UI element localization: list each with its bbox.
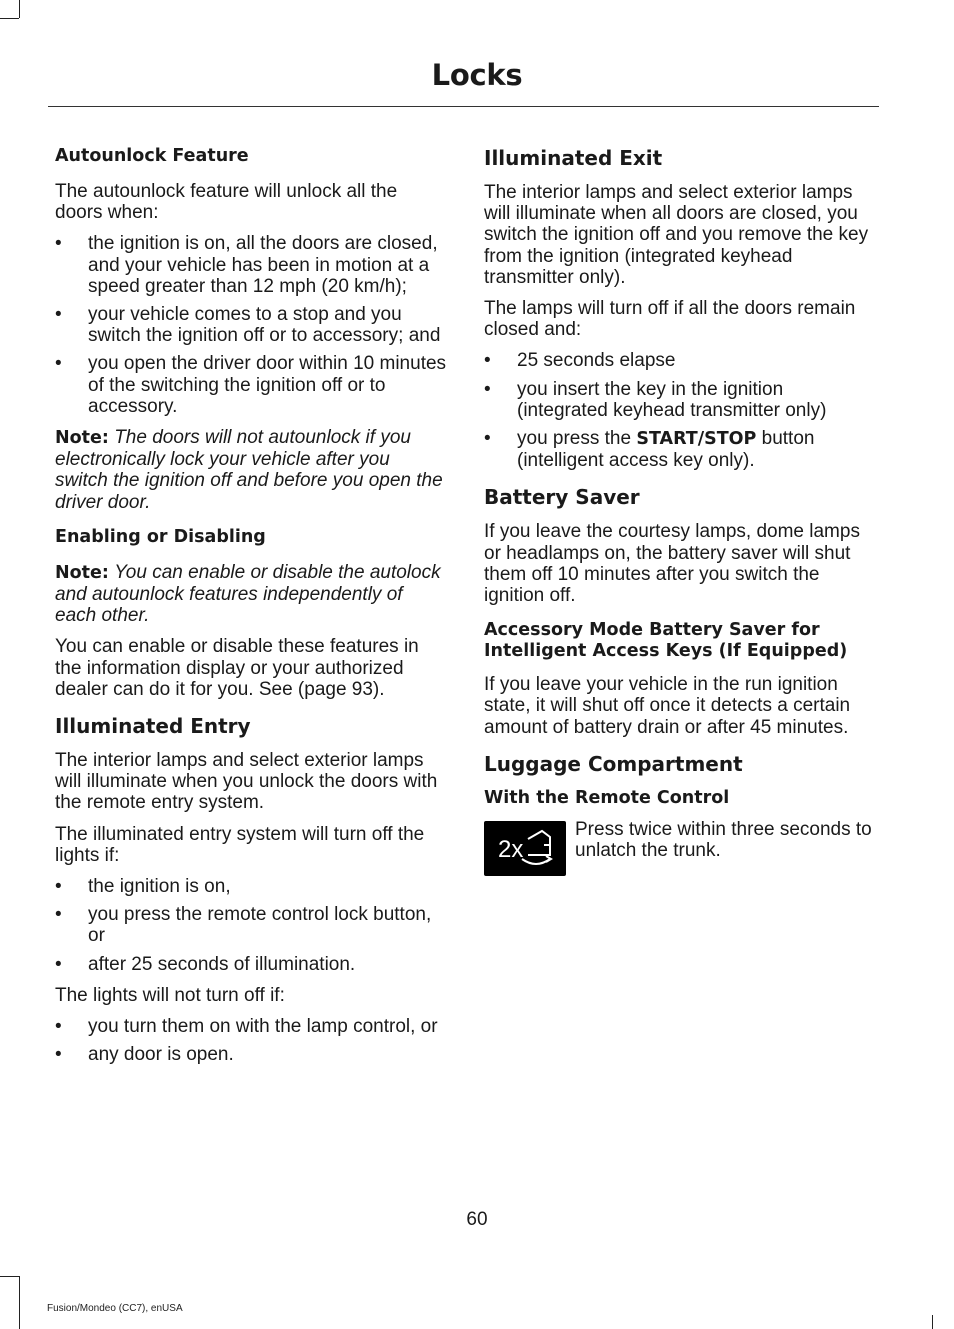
autounlock-note: Note: The doors will not autounlock if you electronically lock your vehicle after you switch the ignition off and before you open the driver door.: [55, 427, 443, 513]
battery-heading: Battery Saver: [484, 485, 640, 510]
list-item: • 25 seconds elapse: [484, 350, 676, 372]
bullet: •: [55, 953, 62, 975]
autounlock-list: [55, 233, 447, 417]
entry-list-1: [55, 876, 447, 975]
bullet: •: [484, 350, 491, 372]
list-item: • your vehicle comes to a stop and you switch the ignition off or to accessory; and: [55, 304, 441, 347]
bullet: •: [55, 904, 62, 926]
enabling-note: Note: You can enable or disable the autolock and autounlock features independently of each other.: [55, 561, 441, 627]
trunk-text: Press twice within three seconds to unlatch the trunk.: [575, 818, 872, 862]
bullet: •: [484, 428, 491, 450]
bullet: •: [55, 876, 62, 898]
autounlock-heading: Autounlock Feature: [55, 146, 249, 166]
list-item: • you insert the key in the ignition (integrated keyhead transmitter only): [484, 378, 827, 421]
list-item: • you turn them on with the lamp control, or: [55, 1016, 438, 1038]
enabling-text: You can enable or disable these features in the information display or your authorized dealer can do it for you. See (page 93).: [55, 636, 419, 700]
battery-paragraph: If you leave the courtesy lamps, dome lamps or headlamps on, the battery saver will shut them off 10 minutes after you switch the ignition off.: [484, 521, 860, 607]
crop-mark: [932, 1315, 933, 1329]
list-item: • the ignition is on,: [55, 876, 231, 898]
entry-paragraph-1: The interior lamps and select exterior lamps will illuminate when you unlock the doors with the remote entry system.: [55, 750, 438, 814]
page-number: 60: [466, 1209, 488, 1230]
document-id: Fusion/Mondeo (CC7), enUSA: [47, 1303, 183, 1314]
trunk-release-icon: [484, 821, 566, 876]
enabling-heading: Enabling or Disabling: [55, 526, 266, 547]
list-item: • after 25 seconds of illumination.: [55, 953, 356, 975]
bullet: •: [55, 233, 62, 255]
exit-heading: Illuminated Exit: [484, 146, 663, 170]
bullet: •: [55, 1044, 62, 1066]
right-column: [484, 146, 876, 876]
list-item: • any door is open.: [55, 1044, 234, 1066]
bullet: •: [55, 353, 62, 375]
left-column: [55, 146, 447, 1076]
accessory-paragraph: If you leave your vehicle in the run ignition state, it will shut off once it detects a certain amount of battery drain or after 45 minutes.: [484, 674, 851, 738]
exit-paragraph-2: The lamps will turn off if all the doors remain closed and:: [484, 298, 856, 341]
remote-heading: With the Remote Control: [484, 787, 730, 808]
crop-mark: [0, 1276, 19, 1277]
crop-mark: [19, 1276, 20, 1329]
crop-mark: [0, 18, 19, 19]
entry-list-2: [55, 1016, 447, 1065]
entry-paragraph-2: The illuminated entry system will turn off the lights if:: [55, 823, 425, 866]
page-title: Locks: [431, 58, 523, 92]
bullet: •: [55, 1016, 62, 1038]
trunk-instruction: [484, 819, 876, 876]
entry-paragraph-3: The lights will not turn off if:: [55, 984, 285, 1006]
list-item: • you press the remote control lock button, or: [55, 904, 432, 947]
bullet: •: [484, 378, 491, 400]
accessory-heading: Accessory Mode Battery Saver for Intelligent Access Keys (If Equipped): [484, 620, 848, 662]
list-item: • you open the driver door within 10 minutes of the switching the ignition off or to accessory.: [55, 353, 447, 417]
trunk-icon-label: 2x: [498, 835, 524, 863]
list-item: • the ignition is on, all the doors are closed, and your vehicle has been in motion at a speed greater than 12 mph (20 km/h);: [55, 233, 438, 297]
crop-mark: [19, 0, 20, 18]
exit-list: [484, 350, 876, 471]
bullet: •: [55, 304, 62, 326]
luggage-heading: Luggage Compartment: [484, 751, 743, 776]
entry-heading: Illuminated Entry: [55, 714, 251, 739]
list-item: • you press the START/STOP button (intelligent access key only).: [484, 428, 815, 472]
autounlock-intro: The autounlock feature will unlock all the doors when:: [55, 181, 398, 224]
exit-paragraph-1: The interior lamps and select exterior lamps will illuminate when all doors are closed, you switch the ignition off and you remove the key from the ignition (integrated keyhead transmitter only).: [484, 182, 869, 288]
title-divider: [48, 106, 879, 107]
